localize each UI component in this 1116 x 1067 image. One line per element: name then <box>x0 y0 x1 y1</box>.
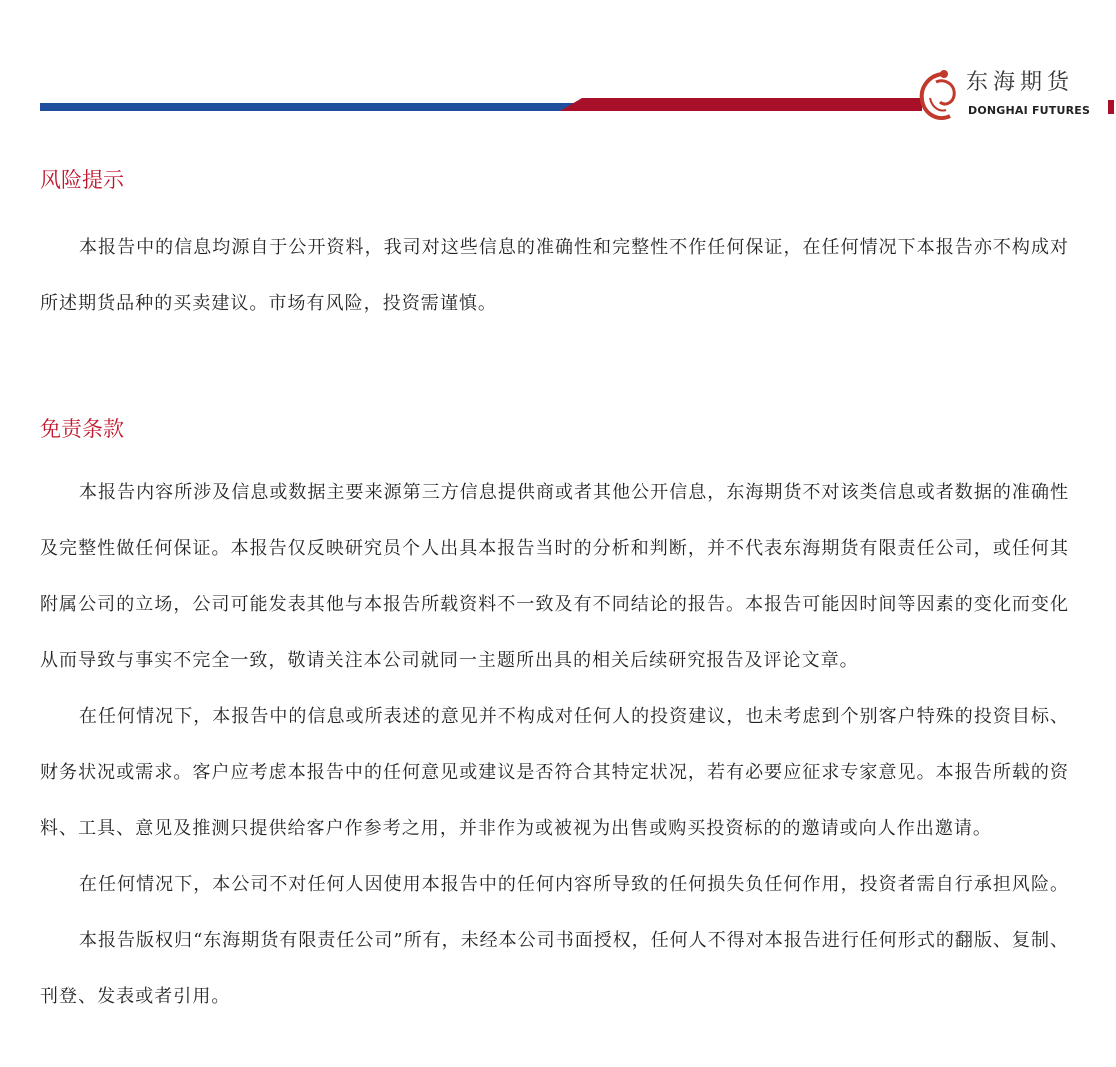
disclaimer-text-line: 及完整性做任何保证。本报告仅反映研究员个人出具本报告当时的分析和判断，并不代表东海期货有限责任公司，或任何其 <box>40 538 1070 559</box>
disclaimer-text-line: 财务状况或需求。客户应考虑本报告中的任何意见或建议是否符合其特定状况，若有必要应征求专家意见。本报告所载的资 <box>40 762 1070 783</box>
disclaimer-text-line: 附属公司的立场，公司可能发表其他与本报告所载资料不一致及有不同结论的报告。本报告可能因时间等因素的变化而变化 <box>40 594 1070 615</box>
dragon-emblem-icon <box>914 68 964 126</box>
risk-text-line: 所述期货品种的买卖建议。市场有风险，投资需谨慎。 <box>40 293 497 314</box>
disclaimer-text-line: 料、工具、意见及推测只提供给客户作参考之用，并非作为或被视为出售或购买投资标的的邀请或向人作出邀请。 <box>40 818 992 839</box>
disclaimer-text-line: 从而导致与事实不完全一致，敬请关注本公司就同一主题所出具的相关后续研究报告及评论文章。 <box>40 650 859 671</box>
disclaimer-text-line: 在任何情况下，本报告中的信息或所表述的意见并不构成对任何人的投资建议，也未考虑到个别客户特殊的投资目标、 <box>79 706 1070 727</box>
logo-red-mark <box>1108 100 1114 114</box>
disclaimer-text-line: 本报告版权归“东海期货有限责任公司”所有，未经本公司书面授权，任何人不得对本报告进行任何形式的翻版、复制、 <box>79 930 1070 951</box>
disclaimer-text-line: 本报告内容所涉及信息或数据主要来源第三方信息提供商或者其他公开信息，东海期货不对该类信息或者数据的准确性 <box>79 482 1070 503</box>
logo-text-en: DONGHAI FUTURES <box>968 104 1091 117</box>
header-rule-blue <box>40 103 580 111</box>
disclaimer-text-line: 在任何情况下，本公司不对任何人因使用本报告中的任何内容所导致的任何损失负任何作用，投资者需自行承担风险。 <box>79 874 1070 895</box>
logo-text-cn: 东海期货 <box>966 70 1075 95</box>
disclaimer-heading: 免责条款 <box>40 417 124 441</box>
company-logo <box>914 68 1114 126</box>
risk-heading: 风险提示 <box>40 168 124 192</box>
header-rule-red <box>560 98 922 111</box>
disclaimer-text-line: 刊登、发表或者引用。 <box>40 986 231 1007</box>
risk-text-line: 本报告中的信息均源自于公开资料，我司对这些信息的准确性和完整性不作任何保证，在任何情况下本报告亦不构成对 <box>79 237 1070 258</box>
